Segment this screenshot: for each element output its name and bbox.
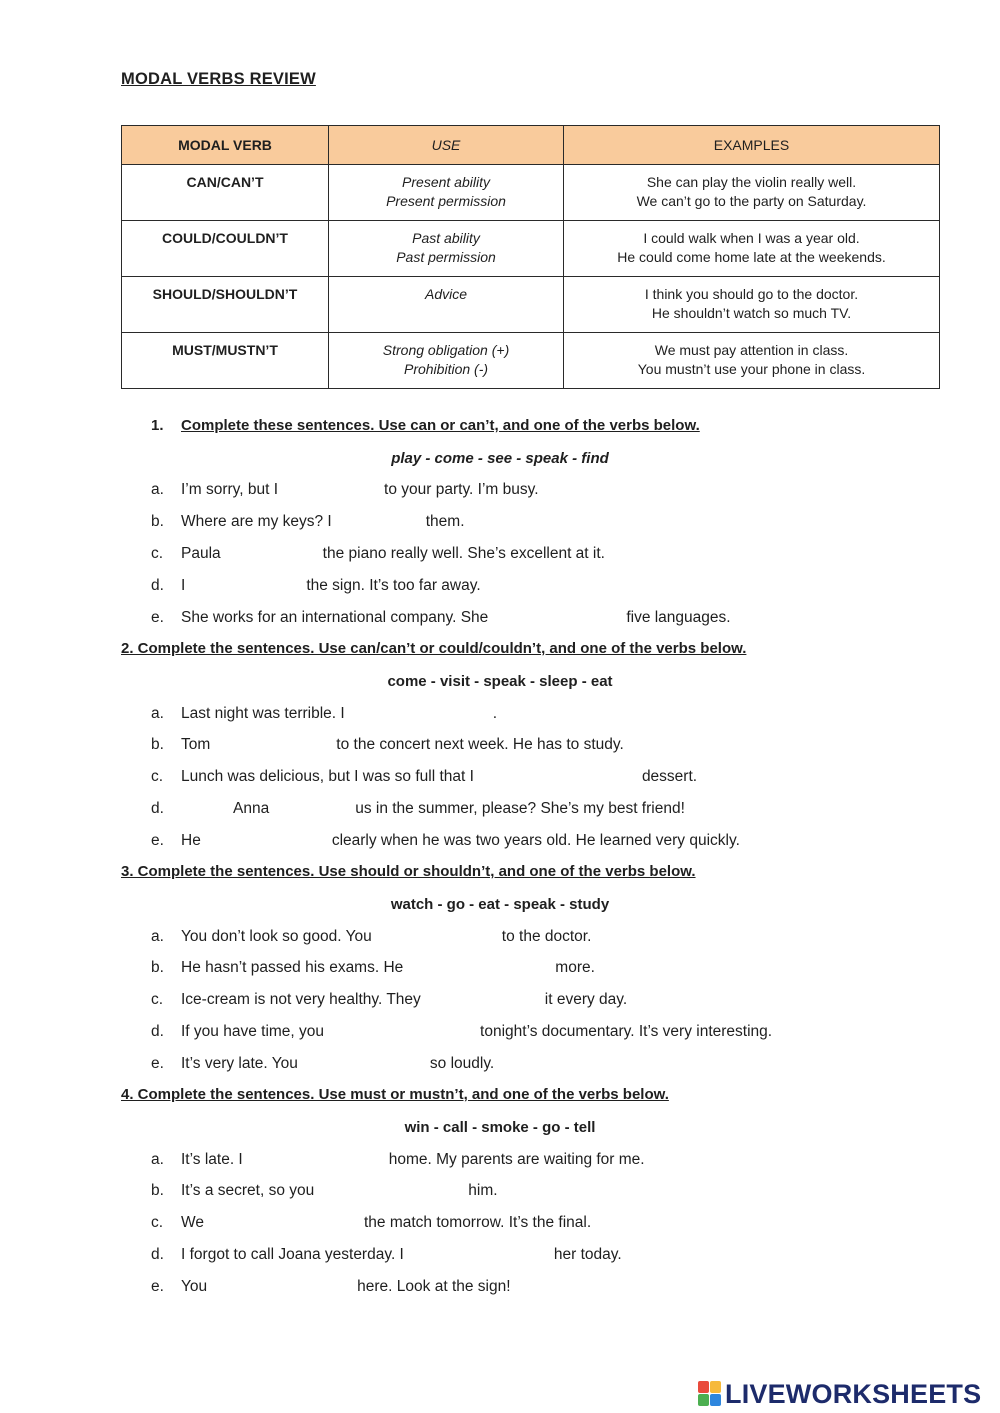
exercise-4-item-c bbox=[181, 1214, 591, 1232]
example-line: We must pay attention in class. bbox=[654, 342, 849, 358]
item-text-before: I’m sorry, but I bbox=[181, 481, 279, 498]
item-text-before: It’s very late. You bbox=[181, 1055, 298, 1072]
item-text-before: She works for an international company. She bbox=[181, 609, 489, 626]
cell-use bbox=[329, 277, 564, 333]
item-text-after: the piano really well. She’s excellent at it. bbox=[322, 545, 605, 562]
logo-text: LIVEWORKSHEETS bbox=[725, 1378, 982, 1409]
exercise-3-item-d bbox=[181, 1023, 772, 1041]
cell-use bbox=[329, 165, 564, 221]
item-text-before: He bbox=[181, 832, 201, 849]
exercise-1-item-a bbox=[181, 481, 539, 499]
item-text-before: Anna bbox=[233, 800, 270, 817]
item-letter: e. bbox=[151, 1278, 164, 1295]
item-text-after: five languages. bbox=[626, 609, 731, 626]
use-line: Past ability bbox=[412, 230, 480, 246]
item-text-before: Where are my keys? I bbox=[181, 513, 332, 530]
item-letter: c. bbox=[151, 1214, 164, 1231]
item-text-before: Paula bbox=[181, 545, 221, 562]
item-letter: d. bbox=[151, 800, 164, 817]
cell-examples bbox=[564, 333, 940, 389]
exercise-4-item-a bbox=[181, 1151, 645, 1169]
item-text-after: tonight’s documentary. It’s very interesting. bbox=[480, 1023, 773, 1040]
item-text-after: to the doctor. bbox=[501, 928, 592, 945]
exercise-2-title: 2. Complete the sentences. Use can/can’t or could/couldn’t, and one of the verbs below. bbox=[121, 640, 747, 657]
cell-examples bbox=[564, 277, 940, 333]
item-text-after: here. Look at the sign! bbox=[357, 1278, 511, 1295]
item-text-before: You bbox=[181, 1278, 208, 1295]
example-line: He could come home late at the weekends. bbox=[617, 249, 886, 265]
item-letter: d. bbox=[151, 1023, 164, 1040]
exercise-2-item-c bbox=[181, 768, 697, 786]
item-text-after: so loudly. bbox=[429, 1055, 495, 1072]
item-text-before: It’s a secret, so you bbox=[181, 1182, 315, 1199]
item-text-after: the sign. It’s too far away. bbox=[306, 577, 481, 594]
item-text-after: it every day. bbox=[544, 991, 628, 1008]
exercise-3-item-b bbox=[181, 959, 595, 977]
item-text-after: to your party. I’m busy. bbox=[384, 481, 539, 498]
exercise-3-item-c bbox=[181, 991, 627, 1009]
use-line: Present ability bbox=[402, 174, 490, 190]
item-text-after: more. bbox=[555, 959, 595, 976]
exercise-3-item-e bbox=[181, 1055, 494, 1073]
item-letter: c. bbox=[151, 991, 164, 1008]
item-letter: e. bbox=[151, 1055, 164, 1072]
table-header-row bbox=[122, 126, 940, 165]
header-examples: EXAMPLES bbox=[564, 126, 940, 165]
item-text-after: clearly when he was two years old. He learned very quickly. bbox=[331, 832, 740, 849]
exercise-2-word-list: come - visit - speak - sleep - eat bbox=[387, 673, 613, 690]
use-line: Advice bbox=[424, 286, 468, 302]
item-text-before: If you have time, you bbox=[181, 1023, 325, 1040]
table-row bbox=[122, 333, 940, 389]
cell-examples bbox=[564, 221, 940, 277]
item-letter: b. bbox=[151, 513, 164, 530]
exercise-3-title: 3. Complete the sentences. Use should or shouldn’t, and one of the verbs below. bbox=[121, 863, 696, 880]
exercise-1-item-c bbox=[181, 545, 605, 563]
item-text-before: I forgot to call Joana yesterday. I bbox=[181, 1246, 404, 1263]
item-letter: a. bbox=[151, 1151, 164, 1168]
cell-modal-verb: COULD/COULDN’T bbox=[122, 221, 329, 277]
item-letter: c. bbox=[151, 768, 164, 785]
item-letter: e. bbox=[151, 609, 164, 626]
cell-modal-verb: MUST/MUSTN’T bbox=[122, 333, 329, 389]
use-line: Prohibition (-) bbox=[403, 361, 489, 377]
item-text-after: home. My parents are waiting for me. bbox=[388, 1151, 645, 1168]
exercise-1-item-d bbox=[181, 577, 481, 595]
exercise-2-item-d bbox=[181, 800, 685, 818]
item-letter: b. bbox=[151, 1182, 164, 1199]
example-line: We can’t go to the party on Saturday. bbox=[636, 193, 867, 209]
cell-use bbox=[329, 221, 564, 277]
cell-use bbox=[329, 333, 564, 389]
item-text-after: to the concert next week. He has to study. bbox=[336, 736, 624, 753]
item-letter: b. bbox=[151, 736, 164, 753]
liveworksheets-logo bbox=[698, 1378, 981, 1410]
exercise-3-word-list: watch - go - eat - speak - study bbox=[390, 896, 610, 913]
example-line: He shouldn’t watch so much TV. bbox=[651, 305, 852, 321]
item-letter: b. bbox=[151, 959, 164, 976]
item-text-after: them. bbox=[425, 513, 465, 530]
item-letter: d. bbox=[151, 577, 164, 594]
exercise-1-word-list: play - come - see - speak - find bbox=[391, 450, 609, 467]
item-text-before: It’s late. I bbox=[181, 1151, 243, 1168]
exercise-1-item-b bbox=[181, 513, 465, 531]
item-text-after: her today. bbox=[553, 1246, 622, 1263]
item-text-after: dessert. bbox=[641, 768, 698, 785]
exercise-1-item-e bbox=[181, 609, 731, 627]
header-use: USE bbox=[329, 126, 564, 165]
use-line: Strong obligation (+) bbox=[382, 342, 510, 358]
page-title: MODAL VERBS REVIEW bbox=[121, 70, 316, 88]
exercise-3-item-a bbox=[181, 928, 591, 946]
item-text-after: . bbox=[492, 705, 498, 722]
item-text-before: I bbox=[181, 577, 186, 594]
example-line: I could walk when I was a year old. bbox=[643, 230, 860, 246]
exercise-1-number: 1. bbox=[151, 417, 164, 434]
exercise-4-word-list: win - call - smoke - go - tell bbox=[404, 1119, 596, 1136]
item-letter: a. bbox=[151, 481, 164, 498]
example-line: You mustn’t use your phone in class. bbox=[637, 361, 866, 377]
item-text-before: Lunch was delicious, but I was so full that I bbox=[181, 768, 474, 785]
item-text-after: the match tomorrow. It’s the final. bbox=[363, 1214, 592, 1231]
exercise-1-title: Complete these sentences. Use can or can’t, and one of the verbs below. bbox=[181, 417, 700, 434]
logo-mark-icon bbox=[698, 1381, 722, 1407]
item-letter: e. bbox=[151, 832, 164, 849]
item-text-after: us in the summer, please? She’s my best friend! bbox=[355, 800, 685, 817]
cell-modal-verb: SHOULD/SHOULDN’T bbox=[122, 277, 329, 333]
exercise-4-item-e bbox=[181, 1278, 511, 1296]
item-text-before: You don’t look so good. You bbox=[181, 928, 372, 945]
exercise-2-item-a bbox=[181, 705, 497, 723]
header-modal-verb: MODAL VERB bbox=[122, 126, 329, 165]
table-row bbox=[122, 221, 940, 277]
table-row bbox=[122, 165, 940, 221]
use-line: Past permission bbox=[396, 249, 496, 265]
cell-examples bbox=[564, 165, 940, 221]
exercise-2-item-e bbox=[181, 832, 740, 850]
example-line: She can play the violin really well. bbox=[646, 174, 857, 190]
cell-modal-verb: CAN/CAN’T bbox=[122, 165, 329, 221]
item-letter: a. bbox=[151, 705, 164, 722]
modal-verbs-table bbox=[121, 125, 940, 389]
item-letter: a. bbox=[151, 928, 164, 945]
item-text-before: Ice-cream is not very healthy. They bbox=[181, 991, 421, 1008]
item-text-after: him. bbox=[468, 1182, 498, 1199]
example-line: I think you should go to the doctor. bbox=[644, 286, 859, 302]
item-text-before: He hasn’t passed his exams. He bbox=[181, 959, 404, 976]
item-letter: c. bbox=[151, 545, 164, 562]
table-row bbox=[122, 277, 940, 333]
item-text-before: Last night was terrible. I bbox=[181, 705, 345, 722]
exercise-2-item-b bbox=[181, 736, 624, 754]
exercise-4-item-d bbox=[181, 1246, 622, 1264]
item-text-before: Tom bbox=[181, 736, 211, 753]
exercise-4-item-b bbox=[181, 1182, 498, 1200]
item-letter: d. bbox=[151, 1246, 164, 1263]
use-line: Present permission bbox=[386, 193, 506, 209]
exercise-4-title: 4. Complete the sentences. Use must or mustn’t, and one of the verbs below. bbox=[121, 1086, 669, 1103]
item-text-before: We bbox=[181, 1214, 204, 1231]
